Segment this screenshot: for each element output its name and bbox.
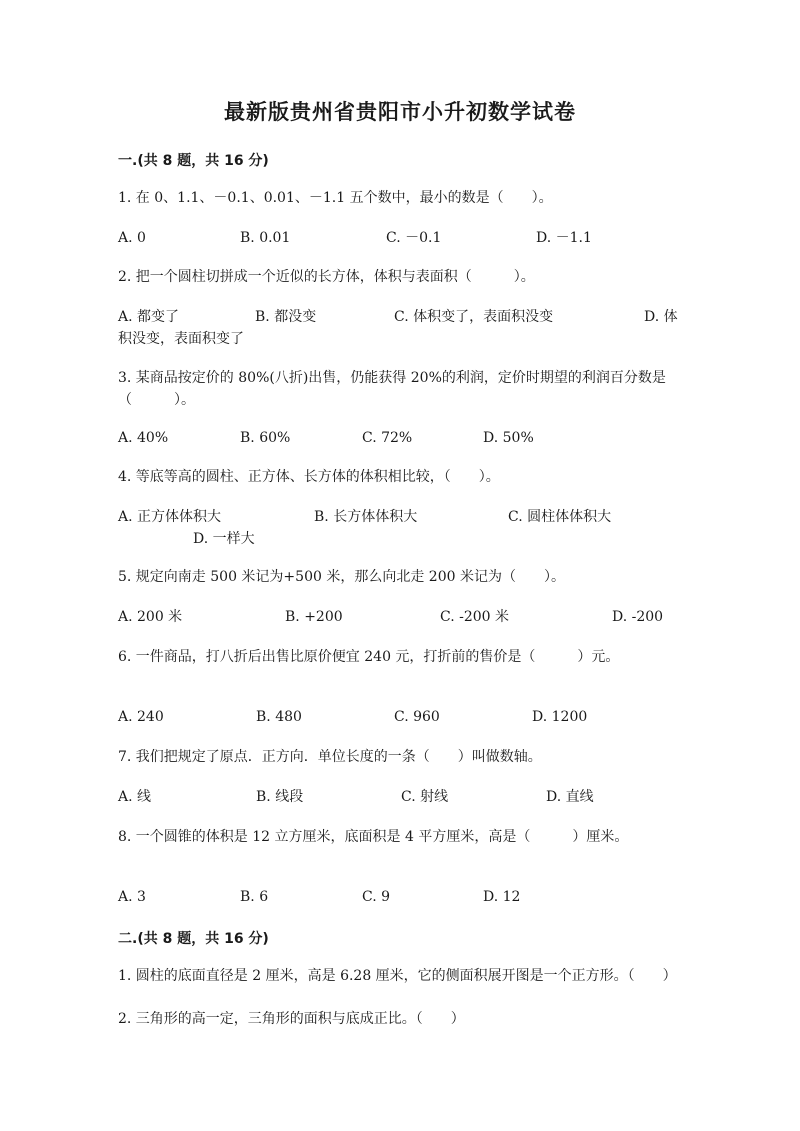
option-c: C. -200 米 <box>440 609 510 625</box>
option-c: C. 72% <box>362 430 413 446</box>
option-a: A. 40% <box>118 430 169 446</box>
question-1: 1. 在 0、1.1、－0.1、0.01、－1.1 五个数中，最小的数是（ ）。 <box>118 190 553 206</box>
option-b: B. 都没变 <box>255 309 317 325</box>
option-a: A. 线 <box>118 789 152 805</box>
option-a: A. 3 <box>118 889 146 905</box>
option-d: D. －1.1 <box>536 230 592 246</box>
option-b: B. 60% <box>240 430 291 446</box>
option-d: D. -200 <box>612 609 664 625</box>
question-5: 5. 规定向南走 500 米记为+500 米，那么向北走 200 米记为（ ）。 <box>118 569 565 585</box>
option-a: A. 0 <box>118 230 146 246</box>
option-d: D. 1200 <box>532 709 588 725</box>
section-heading-1: 一.(共 8 题，共 16 分) <box>118 153 269 169</box>
question-2: 2. 把一个圆柱切拼成一个近似的长方体，体积与表面积（ ）。 <box>118 269 535 285</box>
option-a: A. 正方体体积大 <box>118 509 222 525</box>
section-heading-2: 二.(共 8 题，共 16 分) <box>118 931 269 947</box>
option-a: A. 都变了 <box>118 309 180 325</box>
question-4: 4. 等底等高的圆柱、正方体、长方体的体积相比较，（ ）。 <box>118 469 500 485</box>
options-1 <box>118 227 688 249</box>
judge-question-1: 1. 圆柱的底面直径是 2 厘米，高是 6.28 厘米，它的侧面积展开图是一个正方形。（ ） <box>118 968 677 984</box>
option-d: D. 50% <box>483 430 534 446</box>
option-a: A. 200 米 <box>118 609 183 625</box>
options-6 <box>118 706 688 728</box>
question-8: 8. 一个圆锥的体积是 12 立方厘米，底面积是 4 平方厘米，高是（ ）厘米。 <box>118 829 629 845</box>
options-4 <box>118 506 688 550</box>
option-c: C. 射线 <box>401 789 449 805</box>
option-b: B. 线段 <box>256 789 304 805</box>
options-8 <box>118 886 688 908</box>
question-3: 3. 某商品按定价的 80%(八折)出售，仍能获得 20%的利润，定价时期望的利润百分数是（ ）。 <box>118 370 666 408</box>
options-2 <box>118 306 688 350</box>
option-d: D. 12 <box>483 889 521 905</box>
option-c: C. －0.1 <box>386 230 442 246</box>
option-b: B. 6 <box>240 889 269 905</box>
options-7 <box>118 786 688 808</box>
option-b: B. 0.01 <box>240 230 291 246</box>
option-c: C. 9 <box>362 889 391 905</box>
option-d: D. 一样大 <box>193 531 255 547</box>
option-c: C. 体积变了，表面积没变 <box>394 309 554 325</box>
option-c: C. 960 <box>394 709 440 725</box>
options-3 <box>118 427 688 449</box>
page-title: 最新版贵州省贵阳市小升初数学试卷 <box>224 100 576 124</box>
option-d: D. 体积没变，表面积变了 <box>118 309 678 347</box>
option-b: B. +200 <box>285 609 343 625</box>
option-c: C. 圆柱体体积大 <box>508 509 612 525</box>
question-7: 7. 我们把规定了原点．正方向．单位长度的一条（ ）叫做数轴。 <box>118 749 542 765</box>
option-b: B. 480 <box>256 709 302 725</box>
option-a: A. 240 <box>118 709 164 725</box>
option-d: D. 直线 <box>546 789 594 805</box>
options-5 <box>118 606 688 628</box>
option-b: B. 长方体体积大 <box>314 509 418 525</box>
question-6: 6. 一件商品，打八折后出售比原价便宜 240 元，打折前的售价是（ ）元。 <box>118 649 620 665</box>
judge-question-2: 2. 三角形的高一定，三角形的面积与底成正比。（ ） <box>118 1011 465 1027</box>
